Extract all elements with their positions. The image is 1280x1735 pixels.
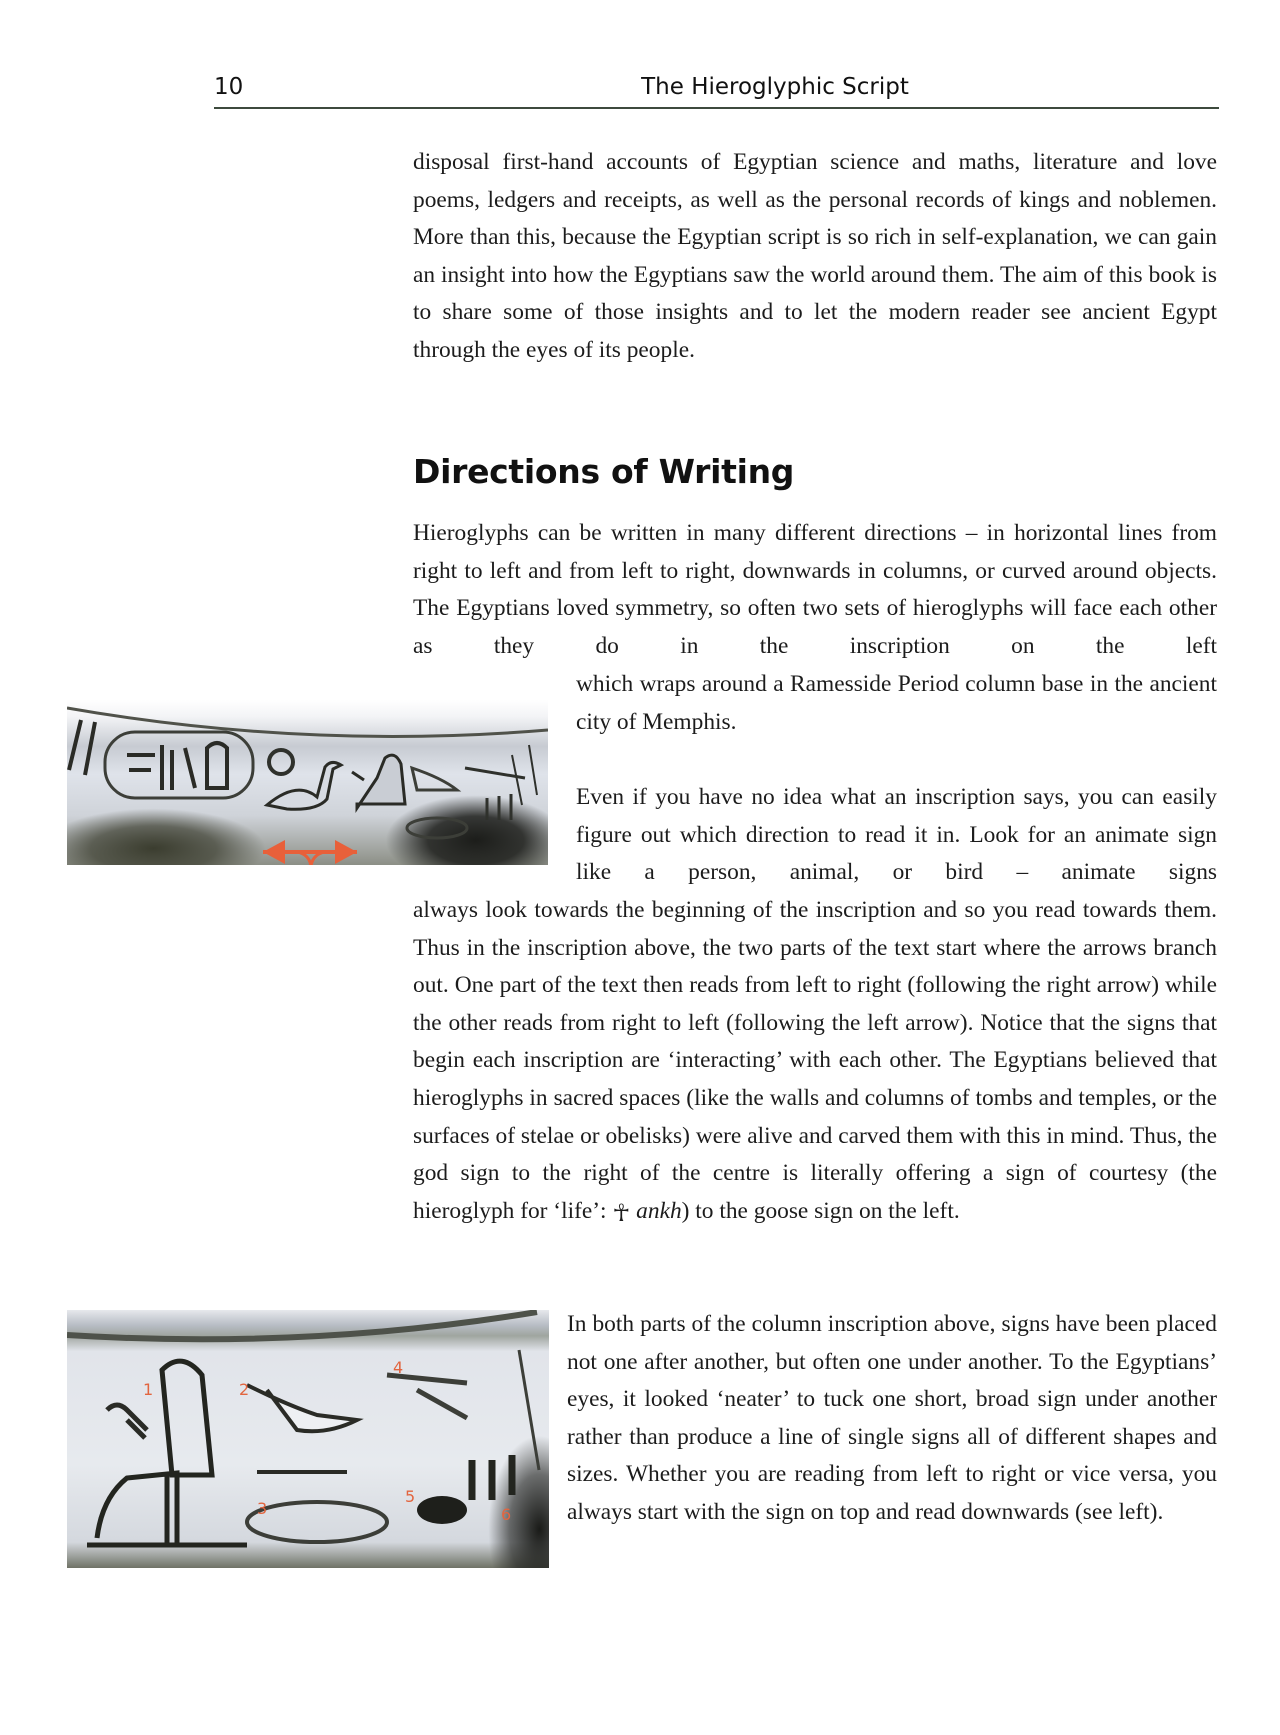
- reading-direction-arrows: [263, 840, 357, 865]
- label-3: 3: [257, 1499, 268, 1518]
- label-6: 6: [501, 1505, 512, 1524]
- label-1: 1: [143, 1380, 154, 1399]
- running-header: [214, 68, 1216, 108]
- section-heading: Directions of Writing: [413, 452, 795, 491]
- reading-paragraph: Even if you have no idea what an inscription says, you can easily figure out which direction to read it in. Look for an animate sign like a person, animal, or bird – animate signs: [576, 784, 1217, 886]
- reading-text: always look towards the beginning of the inscription and so you read towards them. Thus in the inscription above, the two parts of the text start where the arrows branch out. One part of the text then reads from left to right (following the right arrow) while the other reads from right to left (following the left arrow). Notice that the signs that begin each inscription are ‘interacting’ with each other. The Egyptians believed that hieroglyphs in sacred spaces (like the walls and columns of tombs and temples, or the surfaces of stelae or obelisks) were alive and carved them with this in mind. Thus, the god sign to the right of the centre is literally offering a sign of courtesy (the hieroglyph for ‘life’:: [413, 897, 1217, 1224]
- directions-paragraph-wrap: which wraps around a Ramesside Period column base in the ancient city of Memphis.: [576, 671, 1217, 735]
- running-title: The Hieroglyphic Script: [641, 74, 909, 100]
- label-4: 4: [393, 1358, 404, 1377]
- label-2: 2: [239, 1380, 250, 1399]
- header-rule: [214, 107, 1219, 109]
- directions-paragraph: Hieroglyphs can be written in many different directions – in horizontal lines from right to left and from left to right, downwards in columns, or curved around objects. The Egyptians loved symmetry, so often two sets of hieroglyphs will face each other as they do in the inscription on the left: [413, 520, 1217, 659]
- reading-text-end: ) to the goose sign on the left.: [681, 1197, 960, 1224]
- label-5: 5: [405, 1487, 416, 1506]
- column-base-photo: [67, 700, 548, 865]
- ankh-term: ankh: [636, 1197, 682, 1224]
- arrangement-paragraph: In both parts of the column inscription above, signs have been placed not one after another, but often one under another. To the Egyptians’ eyes, it looked ‘neater’ to tuck one short, broad sign under another rather than produce a line of single signs all of different shapes and sizes. Whether you are reading from left to right or vice versa, you always start with the sign on top and read downwards (see left).: [567, 1311, 1217, 1525]
- column-base-illustration: [67, 700, 548, 865]
- inscription-detail-illustration: [67, 1310, 549, 1568]
- ankh-icon: ☥: [612, 1198, 631, 1227]
- inscription-detail-photo: [67, 1310, 549, 1568]
- page-number: 10: [214, 74, 244, 100]
- reading-paragraph-continued: [413, 892, 1217, 1230]
- intro-paragraph: disposal first-hand accounts of Egyptian science and maths, literature and love poems, ledgers and receipts, as well as the personal records of kings and noblemen. More than this, because the Egyptian script is so rich in self-explanation, we can gain an insight into how the Egyptians saw the world around them. The aim of this book is to share some of those insights and to let the modern reader see ancient Egypt through the eyes of its people.: [413, 149, 1217, 363]
